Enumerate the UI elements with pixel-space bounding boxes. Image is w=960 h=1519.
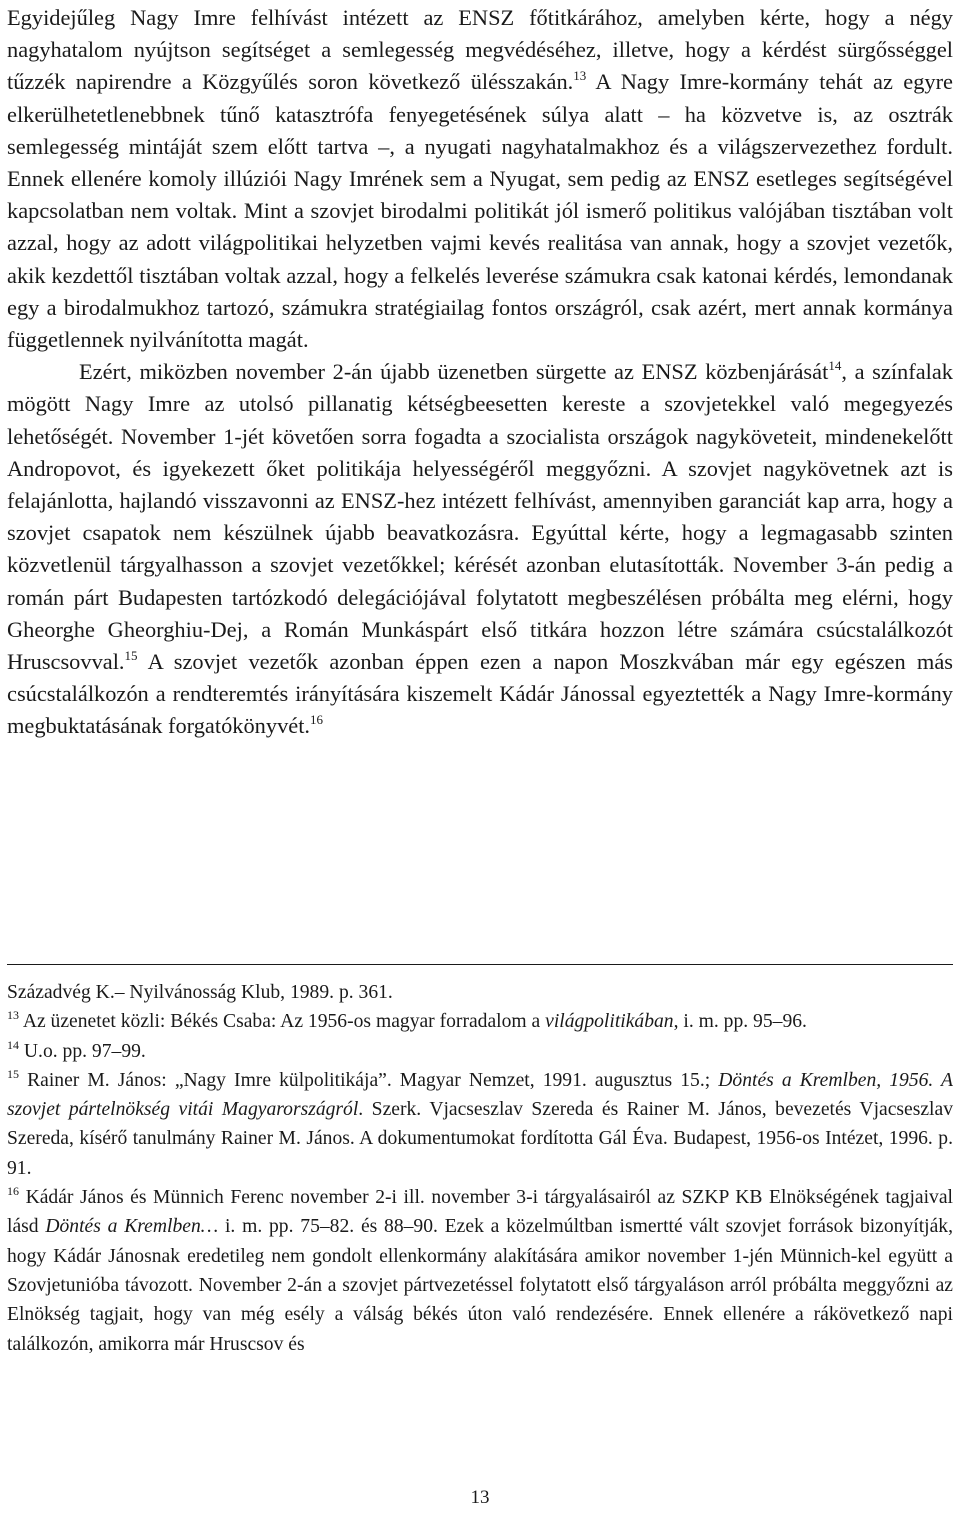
footnote-16: [7, 1183, 953, 1359]
footnote-number: 14: [7, 1037, 19, 1052]
main-text: [7, 2, 953, 743]
footnote-14: [7, 1037, 953, 1066]
footnote-text: U.o. pp. 97–99.: [19, 1040, 146, 1062]
paragraph-1-text-b: A Nagy Imre-kormány tehát az egyre elkerülhetetlenebbnek tűnő katasztrófa fenyegetésének súlya alatt – ha közvetve is, az osztrák semlegesség mintáját szem előtt tartva –, a nyugati nagyhatalmakhoz és a világszervezethez fordult. Ennek ellenére komoly illúziói Nagy Imrének sem a Nyugat, sem pedig az ENSZ esetleges segítségével kapcsolatban nem voltak. Mint a szovjet birodalmi politikát jól ismerő politikus valójában tisztában volt azzal, hogy az adott világpolitikai helyzetben vajmi kevés realitása van annak, hogy a szovjet vezetők, akik kezdettől tisztában voltak azzal, hogy a felkelés leverése számukra csak katonai kérdés, lemondanak egy a birodalmukhoz tartozó, számukra stratégiailag fontos országról, csak azért, mert annak kormánya függetlennek nyilvánította magát.: [7, 69, 953, 353]
footnote-text: Kádár János és Münnich Ferenc november 2-i ill. november 3-i tárgyalásairól az SZKP KB Elnökségének tagjaival lásd: [7, 1187, 953, 1238]
footnote-text: Rainer M. János: „Nagy Imre külpolitikája”. Magyar Nemzet, 1991. augusztus 15.;: [19, 1069, 719, 1091]
footnote-text: . Szerk. Vjacseszlav Szereda és Rainer M. János, bevezetés Vjacseszlav Szereda, kísérő tanulmány Rainer M. János. A dokumentumokat fordította Gál Éva. Budapest, 1956-os Intézet, 1996. p. 91.: [7, 1099, 953, 1179]
paragraph-1-text-a: Egyidejűleg Nagy Imre felhívást intézett az ENSZ főtitkárához, amelyben kérte, hogy a négy nagyhatalom nyújtson segítséget a semlegesség megvédéséhez, illetve, hogy a kérdést sürgősséggel tűzzék napirendre a Közgyűlés soron következő ülésszakán.: [7, 5, 953, 95]
footnote-italic-title: Döntés a Kremlben, 1956. A szovjet pártelnökség vitái Magyarországról: [7, 1069, 953, 1121]
footnotes: [7, 978, 953, 1359]
paragraph-2-text-a: Ezért, miközben november 2-án újabb üzenetben sürgette az ENSZ közbenjárását: [79, 359, 829, 385]
footnote-divider: [7, 964, 953, 965]
footnote-number: 16: [7, 1184, 19, 1199]
footnote-15: [7, 1066, 953, 1183]
footnote-continued: Századvég K.– Nyilvánosság Klub, 1989. p. 361.: [7, 982, 393, 1003]
footnote-text: Az üzenetet közli: Békés Csaba: Az 1956-os magyar forradalom a: [19, 1011, 546, 1033]
page-number: 13: [470, 1487, 490, 1508]
footnote-ref-16: 16: [310, 712, 324, 728]
paragraph-2-text-c: A szovjet vezetők azonban éppen ezen a napon Moszkvában már egy egészen más csúcstalálkozón a rendteremtés irányítására kiszemelt Kádár Jánossal egyeztették a Nagy Imre-kormány megbuktatásának forgatókönyvét.: [7, 649, 953, 739]
footnote-ref-14: 14: [828, 358, 842, 374]
footnote-italic-title: világpolitikában: [545, 1011, 674, 1033]
footnote-13: [7, 1007, 953, 1036]
footnote-text: , i. m. pp. 95–96.: [673, 1011, 807, 1033]
paragraph-1: [7, 2, 953, 356]
footnote-number: 13: [7, 1008, 19, 1023]
footnote-ref-15: 15: [124, 648, 138, 664]
paragraph-2-text-b: , a színfalak mögött Nagy Imre az utolsó pillanatig kétségbeesetten kereste a szovjetekkel való megegyezés lehetőségét. November 1-jét követően sorra fogadta a szocialista országok nagyköveteit, mindenekelőtt Andropovot, és igyekezett őket politikája helyességéről meggyőzni. A szovjet nagykövetnek azt is felajánlotta, hajlandó visszavonni az ENSZ-hez intézett felhívást, amennyiben garanciát kap arra, hogy a szovjet csapatok nem készülnek újabb beavatkozásra. Egyúttal kérte, hogy a legmagasabb szinten közvetlenül tárgyalhasson a szovjet vezetőkkel; kérését azonban elutasították. November 3-án pedig a román párt Budapesten tartózkodó delegációjával folytatott megbeszélésen próbálta meg elérni, hogy Gheorghe Gheorghiu-Dej, a Román Munkáspárt első titkára hozzon létre számára csúcstalálkozót Hruscsovval.: [7, 359, 953, 675]
footnote-ref-13: 13: [573, 68, 587, 84]
footnote-number: 15: [7, 1066, 19, 1081]
paragraph-2: [7, 356, 953, 742]
footnote-italic-title: Döntés a Kremlben…: [45, 1216, 219, 1238]
footnote-text: i. m. pp. 75–82. és 88–90. Ezek a közelmúltban ismertté vált szovjet források bizonyítják, hogy Kádár Jánosnak eredetileg nem gondolt ellenkormány alakítására amikor november 1-jén Münnich-kel együtt a Szovjetunióba távozott. November 2-án a szovjet pártvezetéssel folytatott első tárgyaláson arról próbálta meggyőzni az Elnökség tagjait, hogy van még esély a válság békés úton való rendezésére. Ennek ellenére a rákövetkező napi találkozón, amikorra már Hruscsov és: [7, 1216, 953, 1355]
